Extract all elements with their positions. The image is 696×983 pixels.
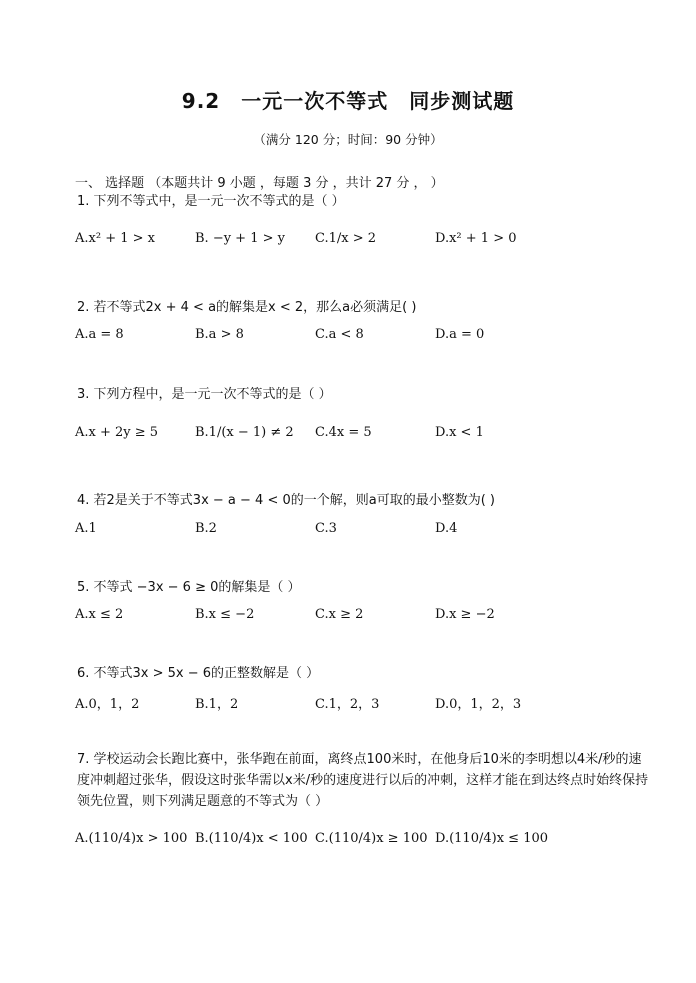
- option-d: D.4: [435, 521, 458, 536]
- section-heading: 一、 选择题 （本题共计 9 小题 ，每题 3 分 ，共计 27 分 ， ）: [75, 176, 444, 191]
- option-d: D.x ≥ −2: [435, 607, 495, 622]
- option-a: A.0，1，2: [75, 697, 140, 712]
- question-options-7: [0, 831, 696, 853]
- option-b: B.2: [195, 521, 217, 536]
- option-b: B. −y + 1 > y: [195, 231, 285, 246]
- question-stem-2: 2. 若不等式2x + 4 < a的解集是x < 2，那么a必须满足( ): [77, 300, 417, 315]
- option-b: B.1/(x − 1) ≠ 2: [195, 425, 294, 440]
- option-d: D.0，1，2，3: [435, 697, 522, 712]
- question-options-2: [0, 327, 696, 349]
- question-options-6: [0, 693, 696, 715]
- question-options-4: [0, 521, 696, 543]
- page-title: 9.2 一元一次不等式 同步测试题: [181, 89, 515, 113]
- option-d: D.a = 0: [435, 327, 485, 342]
- option-c: C.1，2，3: [315, 697, 380, 712]
- option-c: C.x ≥ 2: [315, 607, 364, 622]
- option-c: C.3: [315, 521, 337, 536]
- question-options-3: [0, 425, 696, 447]
- option-b: B.a > 8: [195, 327, 244, 342]
- option-c: C.a < 8: [315, 327, 364, 342]
- option-b: B.1，2: [195, 697, 239, 712]
- question-stem-1: 1. 下列不等式中，是一元一次不等式的是（ ）: [77, 194, 345, 209]
- option-d: D.x² + 1 > 0: [435, 231, 517, 246]
- option-b: B.x ≤ −2: [195, 607, 255, 622]
- option-b: B.(110/4)x < 100: [195, 831, 308, 846]
- option-d: D.x < 1: [435, 425, 484, 440]
- option-a: A.x ≤ 2: [75, 607, 124, 622]
- option-a: A.1: [75, 521, 97, 536]
- option-c: C.1/x > 2: [315, 231, 377, 246]
- option-c: C.(110/4)x ≥ 100: [315, 831, 428, 846]
- question-stem-4: 4. 若2是关于不等式3x − a − 4 < 0的一个解，则a可取的最小整数为( ): [77, 493, 495, 508]
- question-options-1: [0, 231, 696, 253]
- option-c: C.4x = 5: [315, 425, 372, 440]
- option-a: A.(110/4)x > 100: [75, 831, 188, 846]
- question-options-5: [0, 607, 696, 629]
- option-d: D.(110/4)x ≤ 100: [435, 831, 549, 846]
- question-stem-6: 6. 不等式3x > 5x − 6的正整数解是（ ）: [77, 666, 320, 681]
- question-stem-5: 5. 不等式 −3x − 6 ≥ 0的解集是（ ）: [77, 580, 301, 595]
- question-stem-3: 3. 下列方程中，是一元一次不等式的是（ ）: [77, 387, 332, 402]
- option-a: A.x² + 1 > x: [75, 231, 155, 246]
- page-subtitle: （满分 120 分；时间：90 分钟）: [253, 132, 443, 147]
- option-a: A.a = 8: [75, 327, 124, 342]
- question-stem-7: 7. 学校运动会长跑比赛中，张华跑在前面，离终点100米时，在他身后10米的李明想以4米/秒的速度冲刺超过张华，假设这时张华需以x米/秒的速度进行以后的冲刺，这样才能在到达终点时始终保持领先位置，则下列满足题意的不等式为（ ）: [77, 752, 649, 809]
- option-a: A.x + 2y ≥ 5: [75, 425, 159, 440]
